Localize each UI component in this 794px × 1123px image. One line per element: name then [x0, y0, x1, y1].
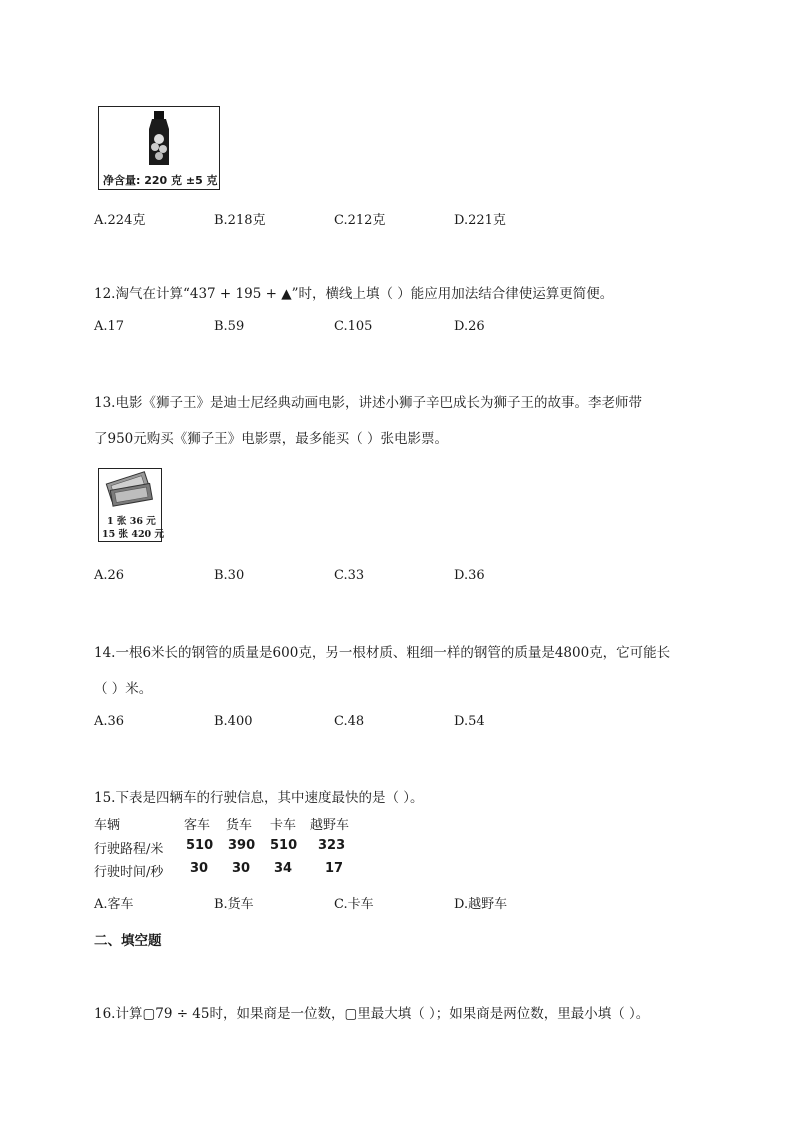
q15-option-d[interactable]: D.越野车 — [454, 897, 508, 912]
q14-option-a[interactable]: A.36 — [94, 714, 125, 729]
q15-option-b[interactable]: B.货车 — [214, 897, 254, 912]
q14-option-b[interactable]: B.400 — [214, 714, 253, 729]
table-cell: 390 — [228, 838, 256, 853]
q14-option-d[interactable]: D.54 — [454, 714, 485, 729]
table-cell: 17 — [325, 861, 344, 876]
q13-option-c[interactable]: C.33 — [334, 568, 365, 583]
table-cell: 323 — [318, 838, 346, 853]
table-header-truck: 货车 — [226, 818, 253, 833]
table-row-time-label: 行驶时间/秒 — [94, 865, 164, 880]
q12-option-c[interactable]: C.105 — [334, 319, 373, 334]
q13-option-b[interactable]: B.30 — [214, 568, 245, 583]
q15-text: 15.下表是四辆车的行驶信息，其中速度最快的是（ ）。 — [94, 790, 424, 806]
ticket-icon — [99, 469, 161, 509]
q14-text-line1: 14.一根6米长的钢管的质量是600克，另一根材质、粗细一样的钢管的质量是4800克，它可能长 — [94, 645, 671, 661]
table-row-distance-label: 行驶路程/米 — [94, 842, 164, 857]
q11-option-c[interactable]: C.212克 — [334, 213, 386, 228]
ticket-price-bundle: 15 张 420 元 — [102, 529, 164, 540]
table-header-lorry: 卡车 — [270, 818, 297, 833]
ticket-price-single: 1 张 36 元 — [107, 516, 156, 527]
q11-option-d[interactable]: D.221克 — [454, 213, 506, 228]
q11-option-a[interactable]: A.224克 — [94, 213, 146, 228]
q12-option-d[interactable]: D.26 — [454, 319, 485, 334]
table-cell: 510 — [270, 838, 298, 853]
q13-option-d[interactable]: D.36 — [454, 568, 485, 583]
table-cell: 30 — [232, 861, 251, 876]
q13-text-line1: 13.电影《狮子王》是迪士尼经典动画电影，讲述小狮子辛巴成长为狮子王的故事。李老师带 — [94, 395, 642, 411]
table-header-bus: 客车 — [184, 818, 211, 833]
table-cell: 30 — [190, 861, 209, 876]
q12-option-a[interactable]: A.17 — [94, 319, 125, 334]
q15-option-a[interactable]: A.客车 — [94, 897, 134, 912]
q15-option-c[interactable]: C.卡车 — [334, 897, 374, 912]
q12-text: 12.淘气在计算“437 + 195 + ▲”时，横线上填（ ）能应用加法结合律使运算更简便。 — [94, 286, 614, 302]
q11-option-b[interactable]: B.218克 — [214, 213, 266, 228]
table-cell: 510 — [186, 838, 214, 853]
q12-option-b[interactable]: B.59 — [214, 319, 245, 334]
table-header-offroad: 越野车 — [310, 818, 350, 833]
table-header-vehicle: 车辆 — [94, 818, 121, 833]
bottle-caption: 净含量: 220 克 ±5 克 — [103, 174, 218, 187]
q16-text: 16.计算▢79 ÷ 45时，如果商是一位数，▢里最大填（ ）；如果商是两位数，里最小填（ ）。 — [94, 1006, 650, 1022]
bottle-icon — [99, 107, 219, 169]
q14-text-line2: （ ）米。 — [94, 681, 153, 697]
ticket-image — [98, 468, 162, 542]
table-cell: 34 — [274, 861, 293, 876]
q14-option-c[interactable]: C.48 — [334, 714, 365, 729]
q13-option-a[interactable]: A.26 — [94, 568, 125, 583]
q13-text-line2: 了950元购买《狮子王》电影票，最多能买（ ）张电影票。 — [94, 431, 449, 447]
bottle-image — [98, 106, 220, 190]
section-title: 二、填空题 — [94, 933, 162, 949]
